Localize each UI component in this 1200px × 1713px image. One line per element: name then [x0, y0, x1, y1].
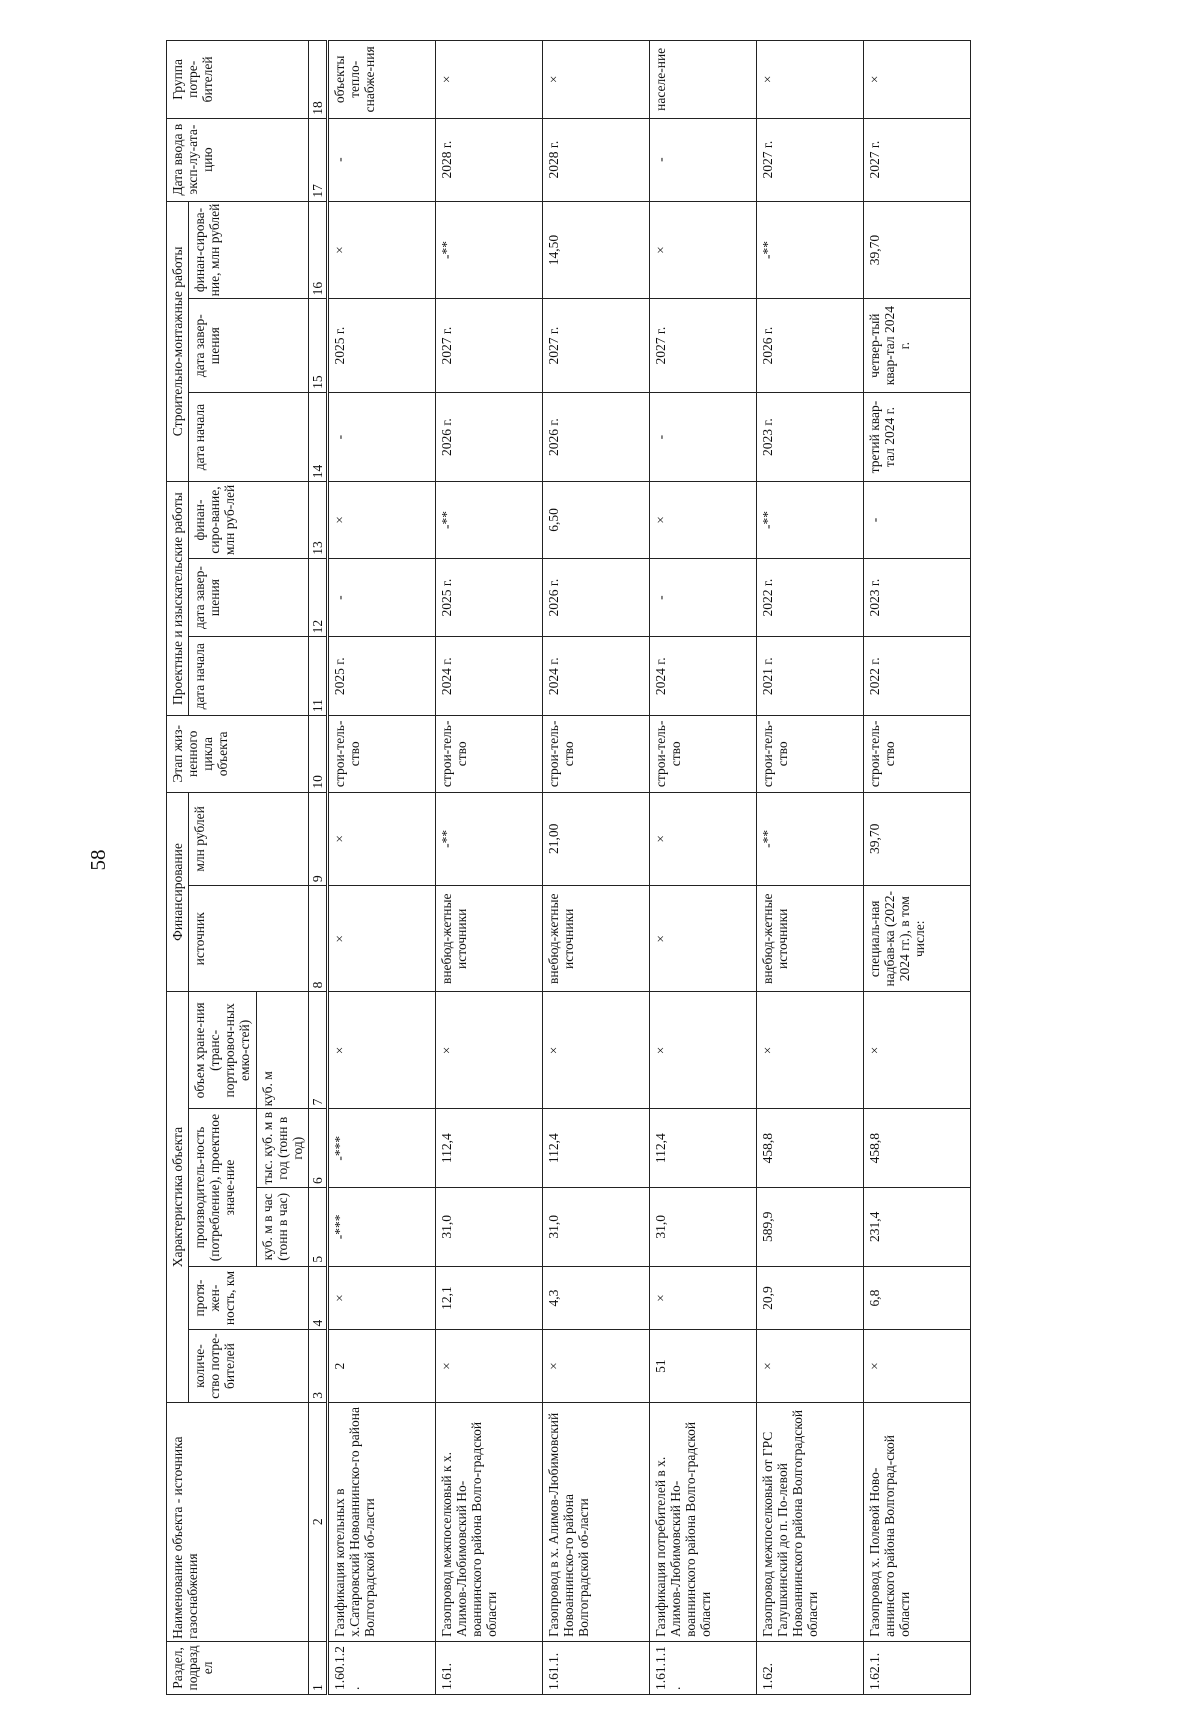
row-name-cell: Газопровод х. Полевой Ново-аннинского района Волгоград-ской области: [863, 1402, 970, 1641]
table-cell: -: [649, 392, 756, 481]
table-cell: строи-тель-ство: [435, 716, 542, 793]
table-cell: -: [327, 118, 435, 201]
column-number: 14: [308, 392, 327, 481]
table-cell: ×: [649, 482, 756, 559]
header-productivity-year: тыс. куб. м в год (тонн в год): [256, 1109, 308, 1188]
header-length: протя-жен-ность, км: [189, 1266, 309, 1330]
table-cell: строи-тель-ство: [649, 716, 756, 793]
header-construction-works: Строительно-монтажные работы: [167, 201, 189, 482]
table-cell: ×: [435, 992, 542, 1109]
table-cell: 4,3: [542, 1266, 649, 1330]
table-cell: строи-тель-ство: [863, 716, 970, 793]
table-cell: ×: [649, 792, 756, 886]
table-cell: -: [863, 482, 970, 559]
table-cell: ×: [649, 1266, 756, 1330]
header-construction-end: дата завер-шения: [189, 299, 309, 393]
table-cell: ×: [542, 1330, 649, 1402]
table-cell: 31,0: [542, 1188, 649, 1267]
table-cell: населе-ние: [649, 41, 756, 119]
table-cell: 2027 г.: [435, 299, 542, 393]
table-cell: 6,8: [863, 1266, 970, 1330]
table-cell: 231,4: [863, 1188, 970, 1267]
table-cell: ×: [327, 886, 435, 992]
rotated-table-container: [166, 40, 1200, 1695]
header-storage-unit: куб. м: [256, 992, 308, 1109]
table-cell: ×: [327, 482, 435, 559]
table-cell: ×: [863, 41, 970, 119]
header-consumers-count: количе-ство потре-бителей: [189, 1330, 309, 1402]
table-cell: 458,8: [756, 1109, 863, 1188]
table-cell: 2024 г.: [435, 637, 542, 716]
table-body: [327, 41, 970, 1695]
header-financing: Финансирование: [167, 792, 189, 992]
header-consumer-group: Группа потре-бителей: [167, 41, 309, 119]
table-cell: 2027 г.: [542, 299, 649, 393]
table-cell: строи-тель-ство: [327, 716, 435, 793]
table-cell: 2026 г.: [435, 392, 542, 481]
table-cell: 2024 г.: [542, 637, 649, 716]
column-number: 8: [308, 886, 327, 992]
table-cell: 2021 г.: [756, 637, 863, 716]
table-cell: ×: [649, 201, 756, 299]
table-cell: ×: [756, 992, 863, 1109]
table-cell: строи-тель-ство: [542, 716, 649, 793]
table-cell: 112,4: [542, 1109, 649, 1188]
header-design-works: Проектные и изыскательские работы: [167, 482, 189, 716]
row-section-cell: 1.61.: [435, 1641, 542, 1694]
header-productivity-hour: куб. м в час (тонн в час): [256, 1188, 308, 1267]
table-cell: ×: [327, 792, 435, 886]
table-cell: ×: [327, 992, 435, 1109]
column-number: 7: [308, 992, 327, 1109]
header-commission-date: Дата ввода в эксп-лу-ата-цию: [167, 118, 309, 201]
table-cell: -: [327, 558, 435, 637]
table-cell: 20,9: [756, 1266, 863, 1330]
header-source: источник: [189, 886, 309, 992]
table-cell: 12,1: [435, 1266, 542, 1330]
row-name-cell: Газопровод межпоселковый от ГРС Галушкинский до п. По-левой Новоаннинского района Волгоградской области: [756, 1402, 863, 1641]
header-design-start: дата начала: [189, 637, 309, 716]
row-section-cell: 1.61.1.1.: [649, 1641, 756, 1694]
table-cell: ×: [327, 1266, 435, 1330]
table-row: [649, 41, 756, 1695]
column-number: 10: [308, 716, 327, 793]
table-cell: -***: [327, 1109, 435, 1188]
table-cell: 51: [649, 1330, 756, 1402]
table-cell: 2026 г.: [542, 392, 649, 481]
table-row: [542, 41, 649, 1695]
table-cell: третий квар-тал 2024 г.: [863, 392, 970, 481]
table-cell: внебюд-жетные источники: [435, 886, 542, 992]
column-number: 6: [308, 1109, 327, 1188]
table-cell: ×: [649, 992, 756, 1109]
table-cell: 6,50: [542, 482, 649, 559]
table-cell: ×: [863, 992, 970, 1109]
table-row: [756, 41, 863, 1695]
table-cell: -**: [435, 201, 542, 299]
column-number: 3: [308, 1330, 327, 1402]
header-construction-financing: финан-сирова-ние, млн рублей: [189, 201, 309, 299]
table-cell: 2025 г.: [435, 558, 542, 637]
table-cell: 2026 г.: [542, 558, 649, 637]
table-cell: 31,0: [435, 1188, 542, 1267]
column-number: 5: [308, 1188, 327, 1267]
table-cell: -**: [756, 482, 863, 559]
row-name-cell: Газификация котельных в х.Сатаровский Новоаннинско-го района Волгоградской об-ласти: [327, 1402, 435, 1641]
table-cell: 112,4: [649, 1109, 756, 1188]
header-storage: объем хране-ния (транс-портировоч-ных емко-стей): [189, 992, 256, 1109]
column-number: 11: [308, 637, 327, 716]
page-number: 58: [86, 849, 110, 871]
table-cell: 2025 г.: [327, 637, 435, 716]
column-number: 1: [308, 1641, 327, 1694]
table-cell: -: [649, 118, 756, 201]
table-cell: ×: [756, 1330, 863, 1402]
column-number: 4: [308, 1266, 327, 1330]
table-cell: 2027 г.: [649, 299, 756, 393]
table-cell: 2023 г.: [756, 392, 863, 481]
column-number: 13: [308, 482, 327, 559]
header-lifecycle: Этап жиз-ненного цикла объекта: [167, 716, 309, 793]
table-cell: 112,4: [435, 1109, 542, 1188]
table-cell: -**: [435, 792, 542, 886]
table-cell: ×: [327, 201, 435, 299]
column-number: 2: [308, 1402, 327, 1641]
column-number: 17: [308, 118, 327, 201]
row-section-cell: 1.61.1.: [542, 1641, 649, 1694]
table-cell: 2025 г.: [327, 299, 435, 393]
header-name: Наименование объекта - источника газоснабжения: [167, 1402, 309, 1641]
column-number: 18: [308, 41, 327, 119]
column-number: 12: [308, 558, 327, 637]
header-section: Раздел, подраздел: [167, 1641, 309, 1694]
table-cell: 39,70: [863, 201, 970, 299]
table-cell: внебюд-жетные источники: [756, 886, 863, 992]
table-cell: 39,70: [863, 792, 970, 886]
header-characteristics: Характеристика объекта: [167, 992, 189, 1402]
header-amount: млн рублей: [189, 792, 309, 886]
header-construction-start: дата начала: [189, 392, 309, 481]
row-section-cell: 1.60.1.2.: [327, 1641, 435, 1694]
table-row: [327, 41, 435, 1695]
table-cell: объекты тепло-снабже-ния: [327, 41, 435, 119]
row-section-cell: 1.62.1.: [863, 1641, 970, 1694]
table-cell: 2027 г.: [863, 118, 970, 201]
table-cell: -***: [327, 1188, 435, 1267]
table-cell: внебюд-жетные источники: [542, 886, 649, 992]
row-name-cell: Газопровод в х. Алимов-Любимовский Новоаннинско-го района Волгоградской об-ласти: [542, 1402, 649, 1641]
table-cell: -: [649, 558, 756, 637]
table-cell: ×: [756, 41, 863, 119]
table-cell: ×: [435, 1330, 542, 1402]
table-cell: строи-тель-ство: [756, 716, 863, 793]
table-cell: 2022 г.: [756, 558, 863, 637]
table-cell: 2023 г.: [863, 558, 970, 637]
table-cell: 14,50: [542, 201, 649, 299]
table-cell: 31,0: [649, 1188, 756, 1267]
header-row-1: [167, 41, 189, 1695]
row-section-cell: 1.62.: [756, 1641, 863, 1694]
column-number: 15: [308, 299, 327, 393]
table-cell: 2028 г.: [435, 118, 542, 201]
table-cell: 2: [327, 1330, 435, 1402]
table-cell: -**: [756, 792, 863, 886]
row-name-cell: Газопровод межпоселковый к х. Алимов-Любимовский Но-воаннинского района Волго-градской области: [435, 1402, 542, 1641]
table-cell: 2024 г.: [649, 637, 756, 716]
table-cell: 2022 г.: [863, 637, 970, 716]
table-cell: 2026 г.: [756, 299, 863, 393]
table-cell: ×: [435, 41, 542, 119]
table-cell: -: [327, 392, 435, 481]
table-cell: ×: [542, 41, 649, 119]
table-cell: 21,00: [542, 792, 649, 886]
table-cell: четвер-тый квар-тал 2024 г.: [863, 299, 970, 393]
table-cell: 458,8: [863, 1109, 970, 1188]
header-design-financing: финан-сиро-вание, млн руб-лей: [189, 482, 309, 559]
table-cell: ×: [542, 992, 649, 1109]
table-cell: -**: [435, 482, 542, 559]
column-number: 16: [308, 201, 327, 299]
table-cell: ×: [649, 886, 756, 992]
row-name-cell: Газификация потребителей в х. Алимов-Любимовский Но-воаннинского района Волго-градской области: [649, 1402, 756, 1641]
table-cell: 2027 г.: [756, 118, 863, 201]
table-row: [863, 41, 970, 1695]
header-design-end: дата завер-шения: [189, 558, 309, 637]
table-cell: специаль-ная надбав-ка (2022-2024 гг.), в том числе:: [863, 886, 970, 992]
gas-supply-objects-table: [166, 40, 971, 1695]
column-number-row: [308, 41, 327, 1695]
table-cell: ×: [863, 1330, 970, 1402]
table-row: [435, 41, 542, 1695]
table-cell: 589,9: [756, 1188, 863, 1267]
header-productivity: производитель-ность (потребление), проектное значе-ние: [189, 1109, 256, 1266]
column-number: 9: [308, 792, 327, 886]
table-cell: 2028 г.: [542, 118, 649, 201]
table-cell: -**: [756, 201, 863, 299]
